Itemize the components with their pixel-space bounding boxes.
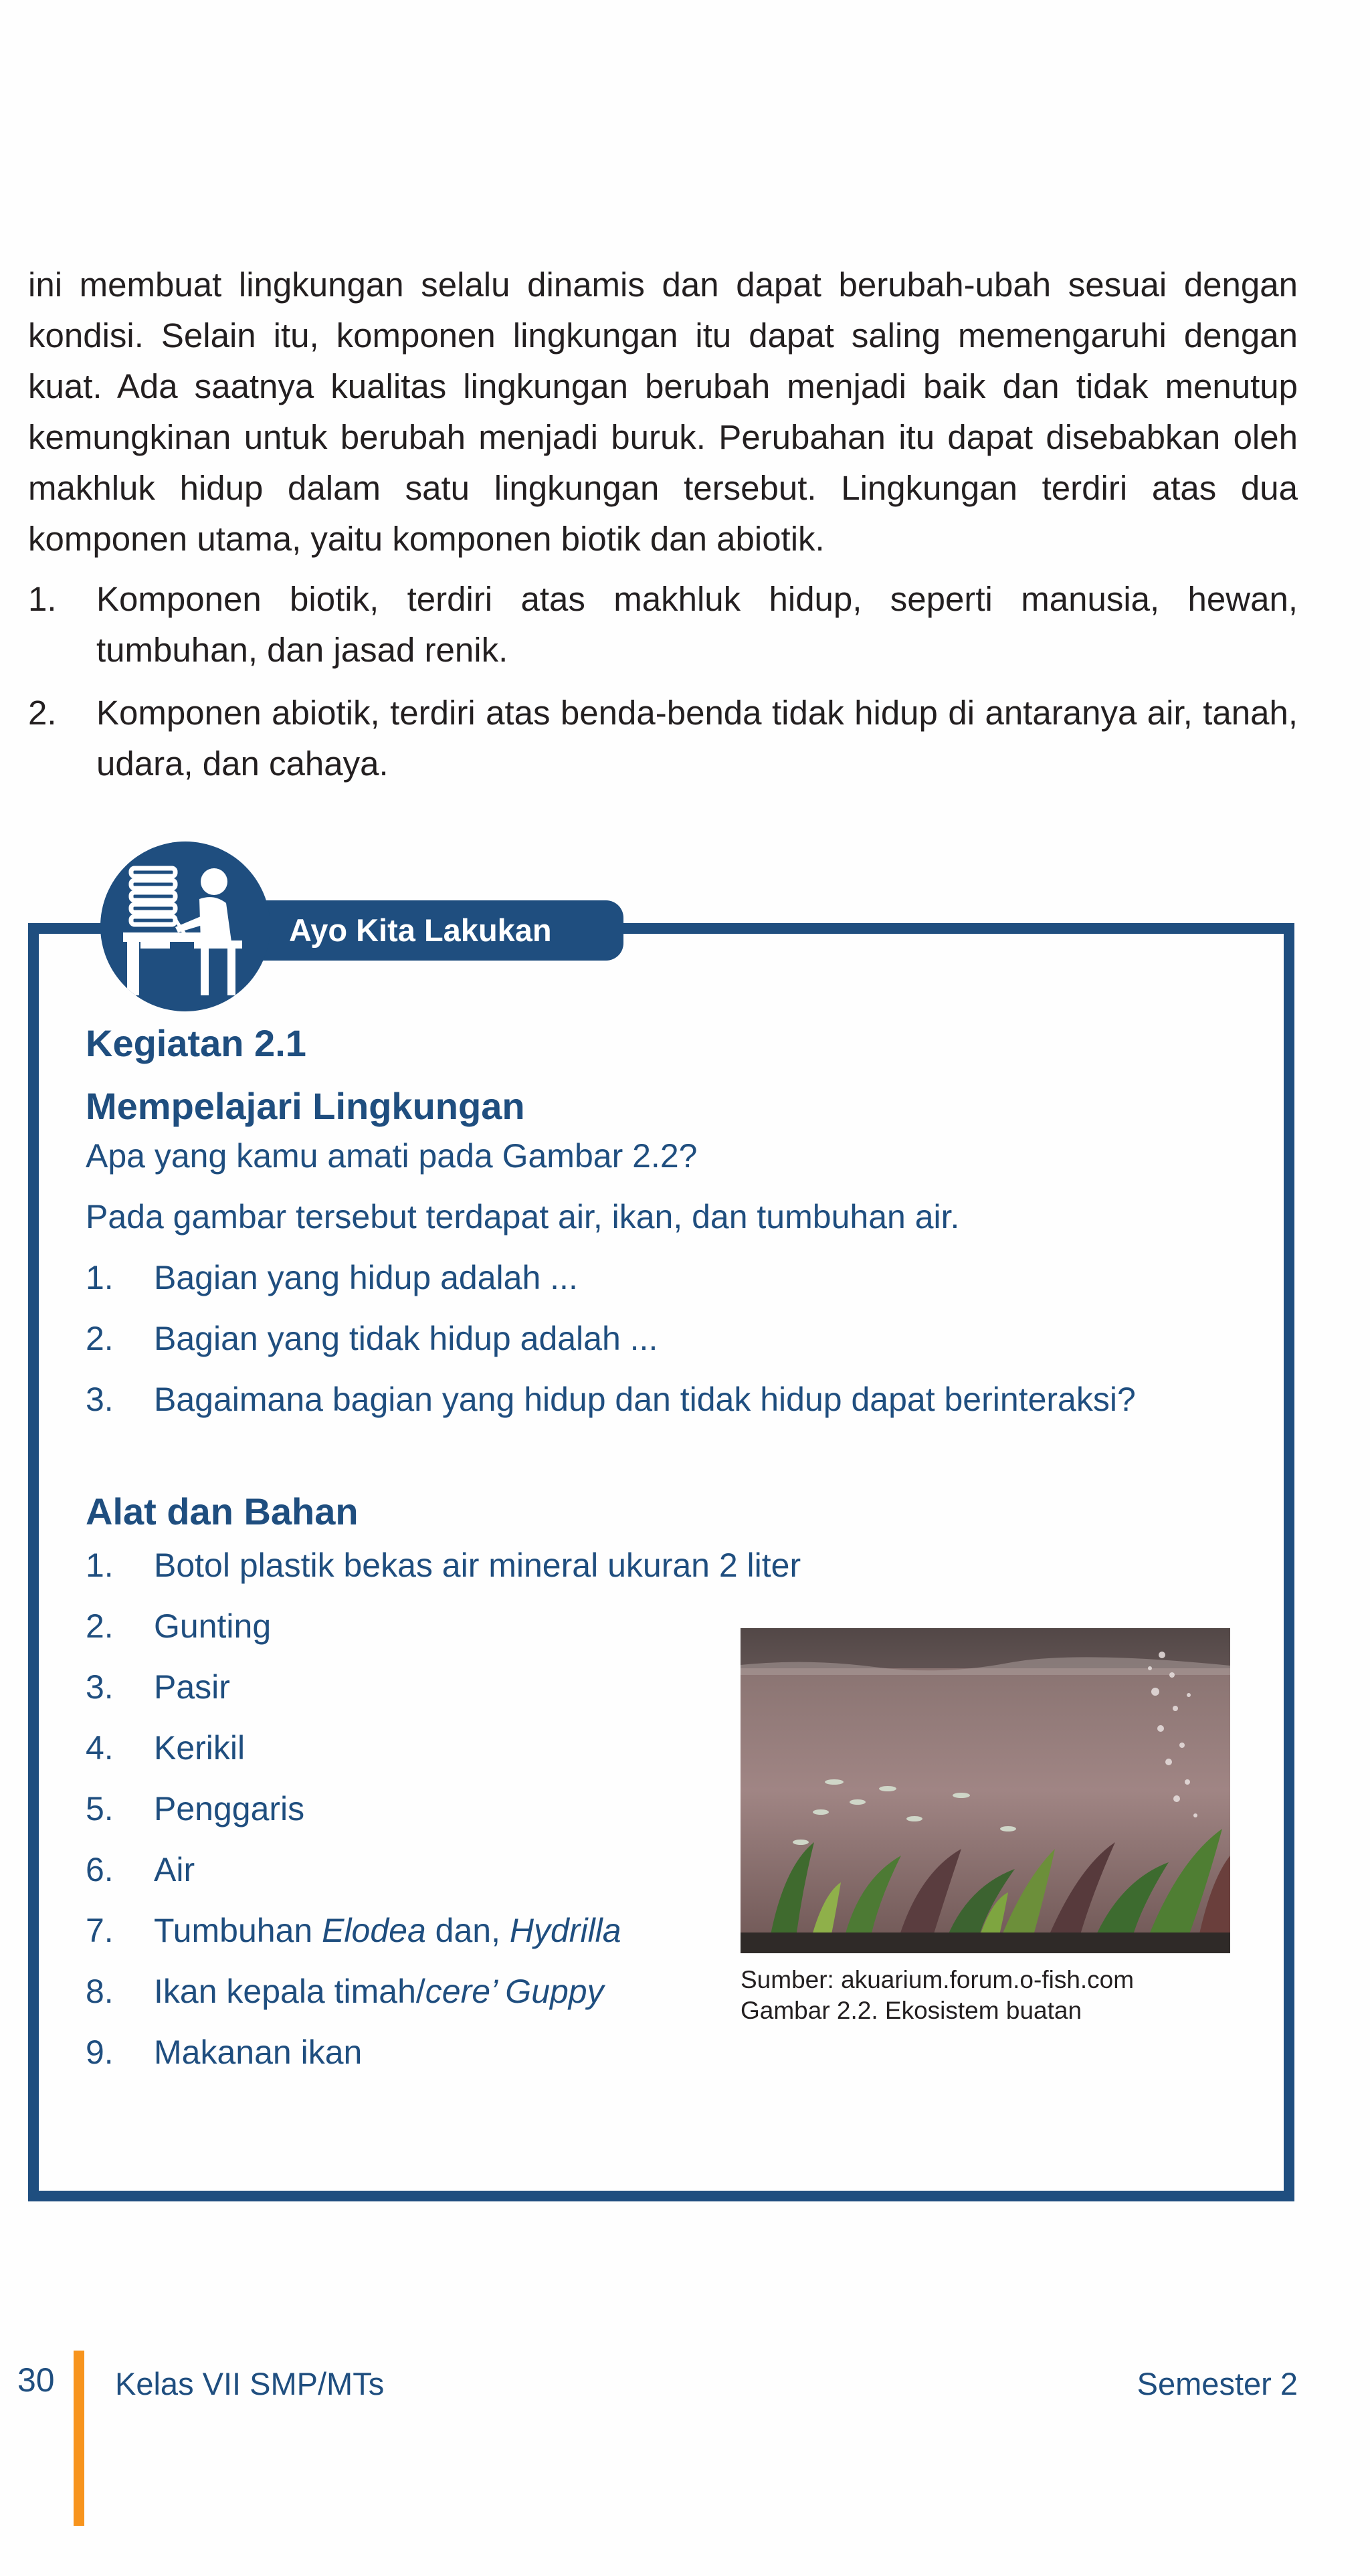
list-text: dan, <box>425 1912 510 1949</box>
intro-text <box>28 260 1298 801</box>
activity-badge-label: Ayo Kita Lakukan <box>289 912 552 948</box>
list-item <box>86 1968 801 2029</box>
question-list <box>86 1254 1136 1437</box>
italic-term: Elodea <box>322 1912 426 1949</box>
list-number: 2. <box>86 1607 114 1645</box>
list-text: Pasir <box>154 1668 230 1706</box>
activity-title: Kegiatan 2.1 <box>86 1022 306 1064</box>
list-number: 1. <box>86 1259 114 1296</box>
list-number: 2. <box>28 694 57 732</box>
list-item <box>86 1846 801 1907</box>
activity-subtitle: Mempelajari Lingkungan <box>86 1085 525 1127</box>
list-number: 4. <box>86 1729 114 1767</box>
list-item <box>86 1664 801 1724</box>
list-number: 3. <box>86 1668 114 1706</box>
component-list <box>28 574 1298 789</box>
list-number: 1. <box>28 580 57 618</box>
list-text: Komponen biotik, terdiri atas makhluk hidup, seperti manusia, hewan, tumbuhan, dan jasad renik. <box>96 580 1298 669</box>
list-number: 6. <box>86 1851 114 1888</box>
list-number: 9. <box>86 2034 114 2071</box>
intro-paragraph: ini membuat lingkungan selalu dinamis dan dapat berubah-ubah sesuai dengan kondisi. Selain itu, komponen lingkungan itu dapat saling memengaruhi dengan kuat. Ada saatnya kualitas lingkungan berubah menjadi baik dan tidak menutup kemungkinan untuk berubah menjadi buruk. Perubahan itu dapat disebabkan oleh makhluk hidup dalam satu lingkungan tersebut. Lingkungan terdiri atas dua komponen utama, yaitu komponen biotik dan abiotik. <box>28 266 1298 558</box>
list-number: 8. <box>86 1973 114 2010</box>
list-number: 5. <box>86 1790 114 1827</box>
page-number: 30 <box>17 2361 55 2399</box>
list-item <box>86 1785 801 1846</box>
list-text: Kerikil <box>154 1729 246 1767</box>
figure-source: Sumber: akuarium.forum.o-fish.com <box>741 1966 1135 1993</box>
list-item <box>86 2029 801 2090</box>
list-number: 1. <box>86 1547 114 1584</box>
list-item <box>86 1724 801 1785</box>
list-text: Komponen abiotik, terdiri atas benda-benda tidak hidup di antaranya air, tanah, udara, dan cahaya. <box>96 694 1298 783</box>
list-item <box>86 1603 801 1664</box>
list-text: Botol plastik bekas air mineral ukuran 2 liter <box>154 1547 801 1584</box>
list-number: 2. <box>86 1320 114 1357</box>
italic-term: cere’ Guppy <box>425 1973 604 2010</box>
list-item <box>86 1254 1136 1315</box>
figure-caption <box>741 1965 1134 2026</box>
student-desk-icon <box>100 841 270 1011</box>
list-text: Air <box>154 1851 195 1888</box>
list-text: Bagian yang hidup adalah ... <box>154 1259 578 1296</box>
list-number: 7. <box>86 1912 114 1949</box>
activity-badge-tab <box>241 900 623 961</box>
figure-title: Gambar 2.2. Ekosistem buatan <box>741 1997 1082 2024</box>
list-number: 3. <box>86 1381 114 1418</box>
materials-list <box>86 1542 801 2090</box>
list-item <box>86 1315 1136 1376</box>
list-text: Makanan ikan <box>154 2034 363 2071</box>
italic-term: Hydrilla <box>509 1912 621 1949</box>
list-item <box>28 688 1298 789</box>
list-text: Penggaris <box>154 1790 305 1827</box>
aquarium-photo <box>741 1628 1230 1953</box>
list-item <box>86 1907 801 1968</box>
footer-accent-bar <box>74 2351 84 2526</box>
list-text: Bagian yang tidak hidup adalah ... <box>154 1320 658 1357</box>
activity-question: Apa yang kamu amati pada Gambar 2.2? <box>86 1137 698 1175</box>
list-item <box>86 1542 801 1603</box>
list-text: Tumbuhan <box>154 1912 322 1949</box>
footer-semester-label: Semester 2 <box>1137 2366 1298 2401</box>
materials-title: Alat dan Bahan <box>86 1490 359 1532</box>
activity-statement: Pada gambar tersebut terdapat air, ikan, dan tumbuhan air. <box>86 1198 960 1235</box>
list-text: Bagaimana bagian yang hidup dan tidak hidup dapat berinteraksi? <box>154 1381 1136 1418</box>
list-item <box>28 574 1298 676</box>
list-text: Ikan kepala timah/ <box>154 1973 425 2010</box>
list-item <box>86 1376 1136 1437</box>
list-text: Gunting <box>154 1607 272 1645</box>
footer-class-label: Kelas VII SMP/MTs <box>115 2366 385 2401</box>
